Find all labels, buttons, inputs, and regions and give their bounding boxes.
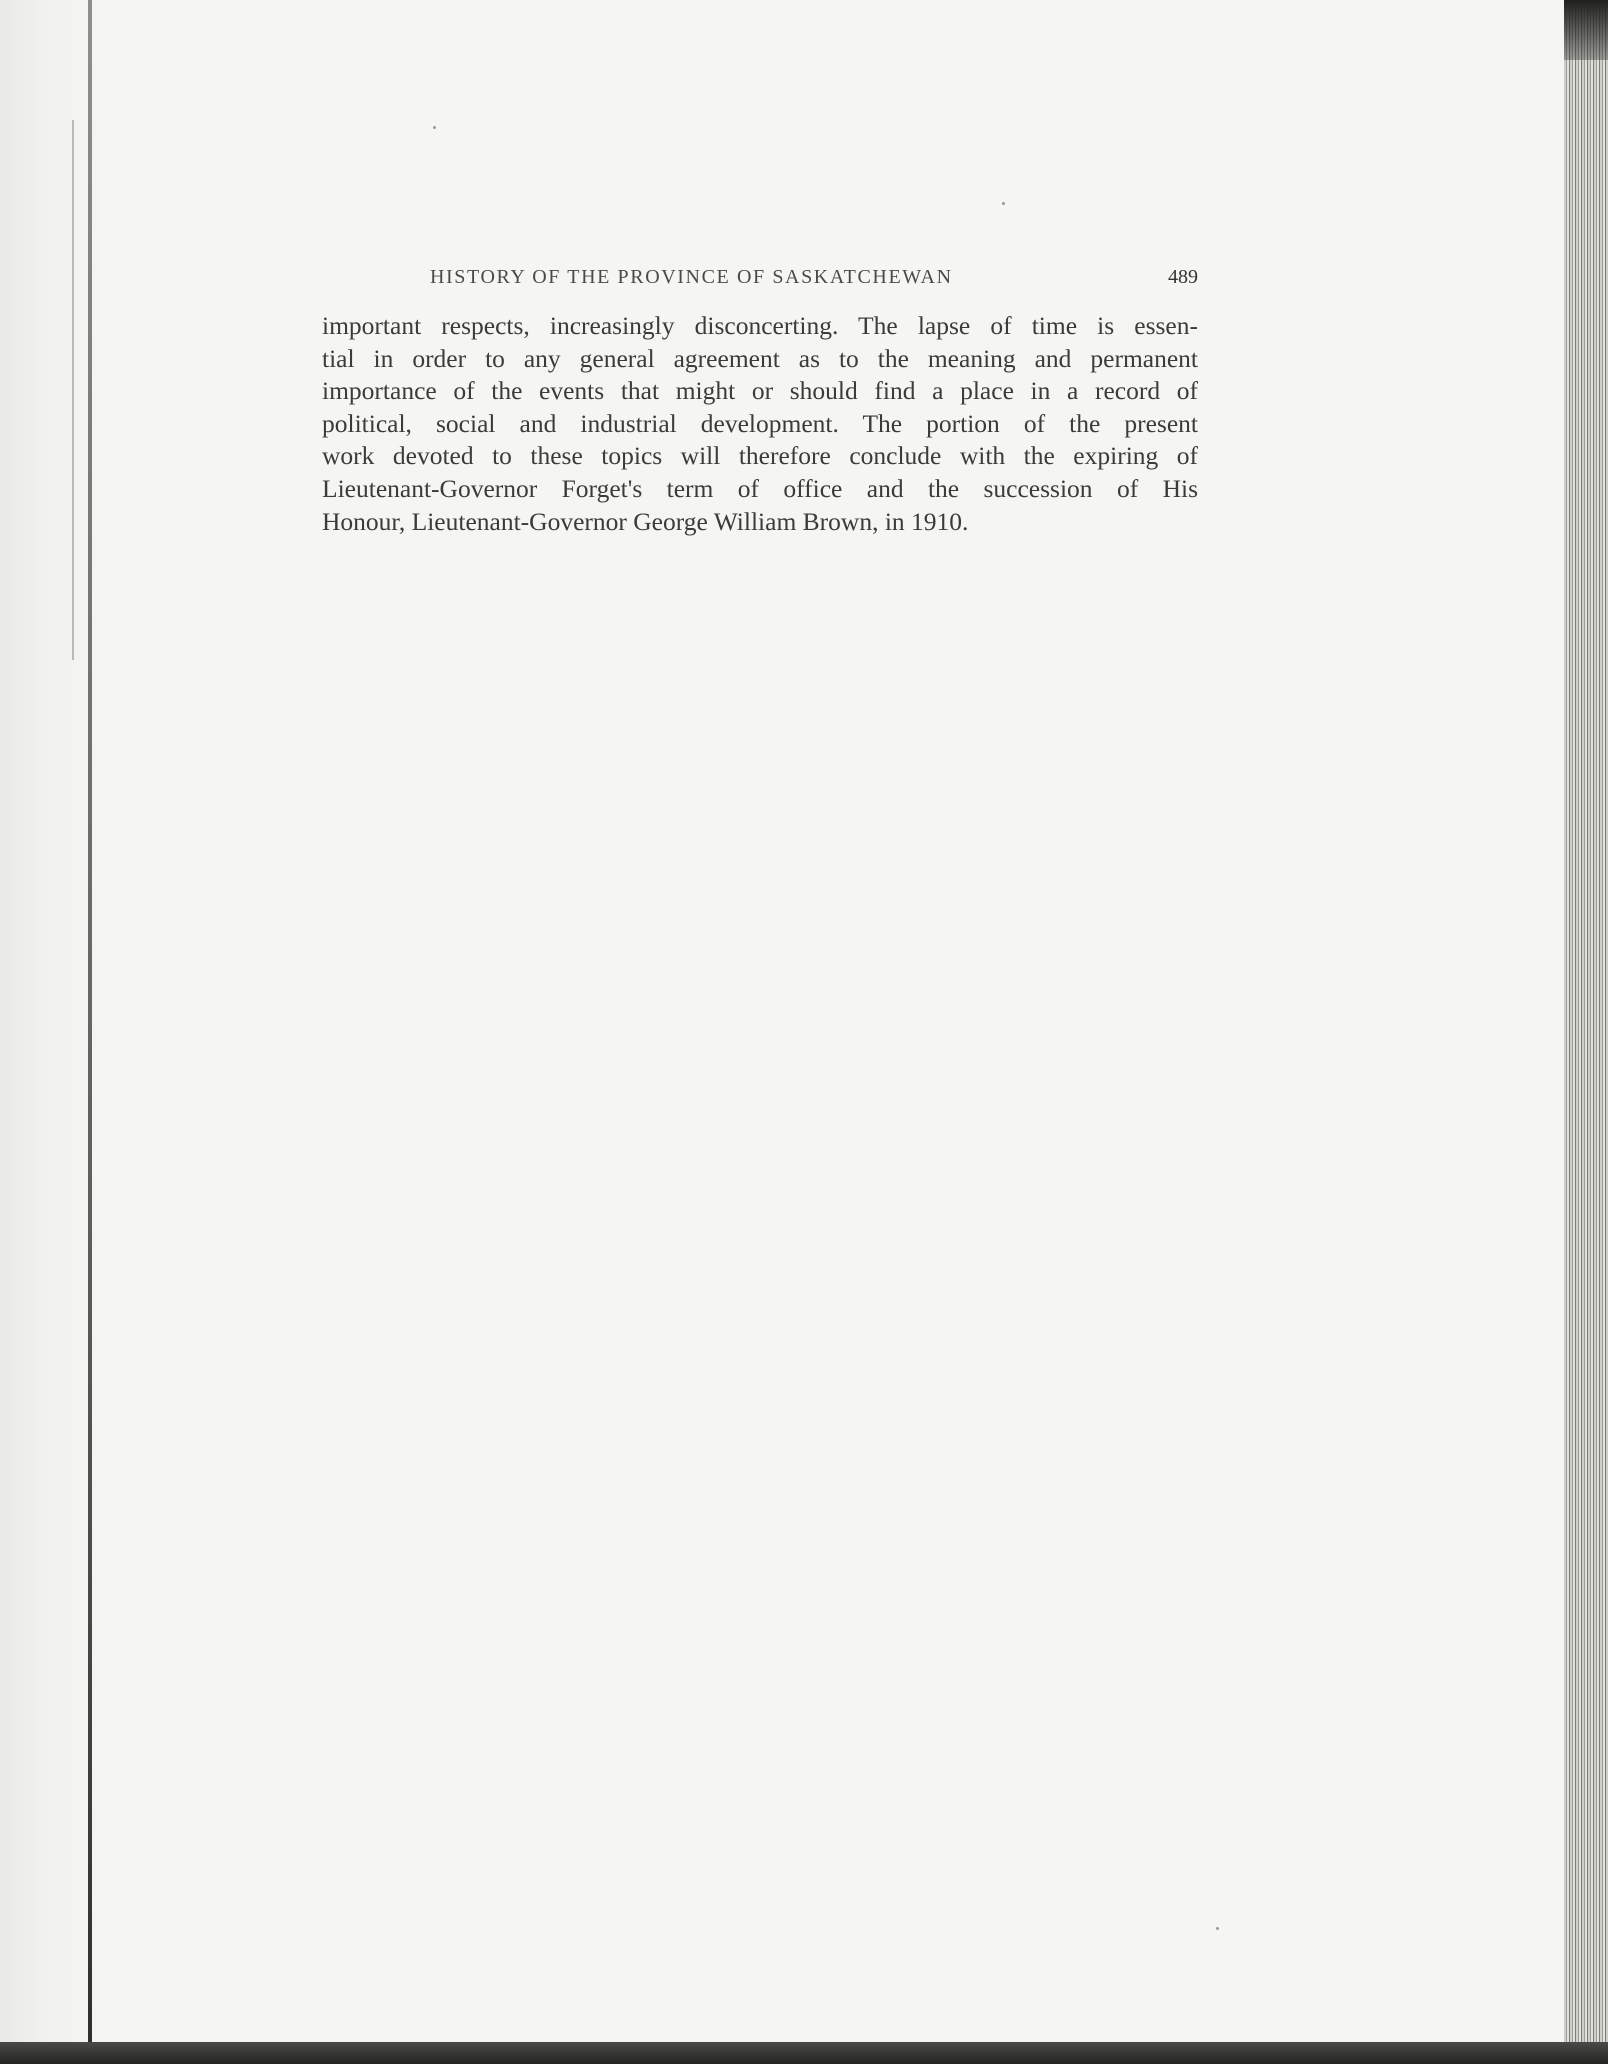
dust-speck [1216, 1927, 1219, 1930]
binding-gutter [0, 0, 96, 2064]
text-line: Lieutenant-Governor Forget's term of office and the succession of His [322, 473, 1198, 503]
gutter-shadow-line [72, 120, 74, 660]
text-line: work devoted to these topics will therefore conclude with the expiring of [322, 441, 1198, 471]
text-line: Honour, Lieutenant-Governor George William Brown, in 1910. [322, 506, 969, 536]
binding-edge-line [88, 0, 92, 2064]
text-line: political, social and industrial development. The portion of the present [322, 408, 1198, 438]
running-head [322, 266, 1198, 296]
text-line: importance of the events that might or should find a place in a record of [322, 376, 1198, 406]
running-head-title: HISTORY OF THE PROVINCE OF SASKATCHEWAN [430, 266, 953, 288]
page-stack-shadow [1564, 0, 1608, 60]
text-line: tial in order to any general agreement as to the meaning and permanent [322, 343, 1198, 373]
page-number: 489 [1168, 266, 1198, 288]
text-line: important respects, increasingly disconcerting. The lapse of time is essen- [322, 311, 1198, 340]
dust-speck [433, 126, 436, 129]
page-stack-edges [1564, 0, 1608, 2064]
dust-speck [1002, 202, 1005, 205]
scanner-bottom-edge [0, 2042, 1608, 2064]
body-paragraph [322, 310, 1198, 538]
